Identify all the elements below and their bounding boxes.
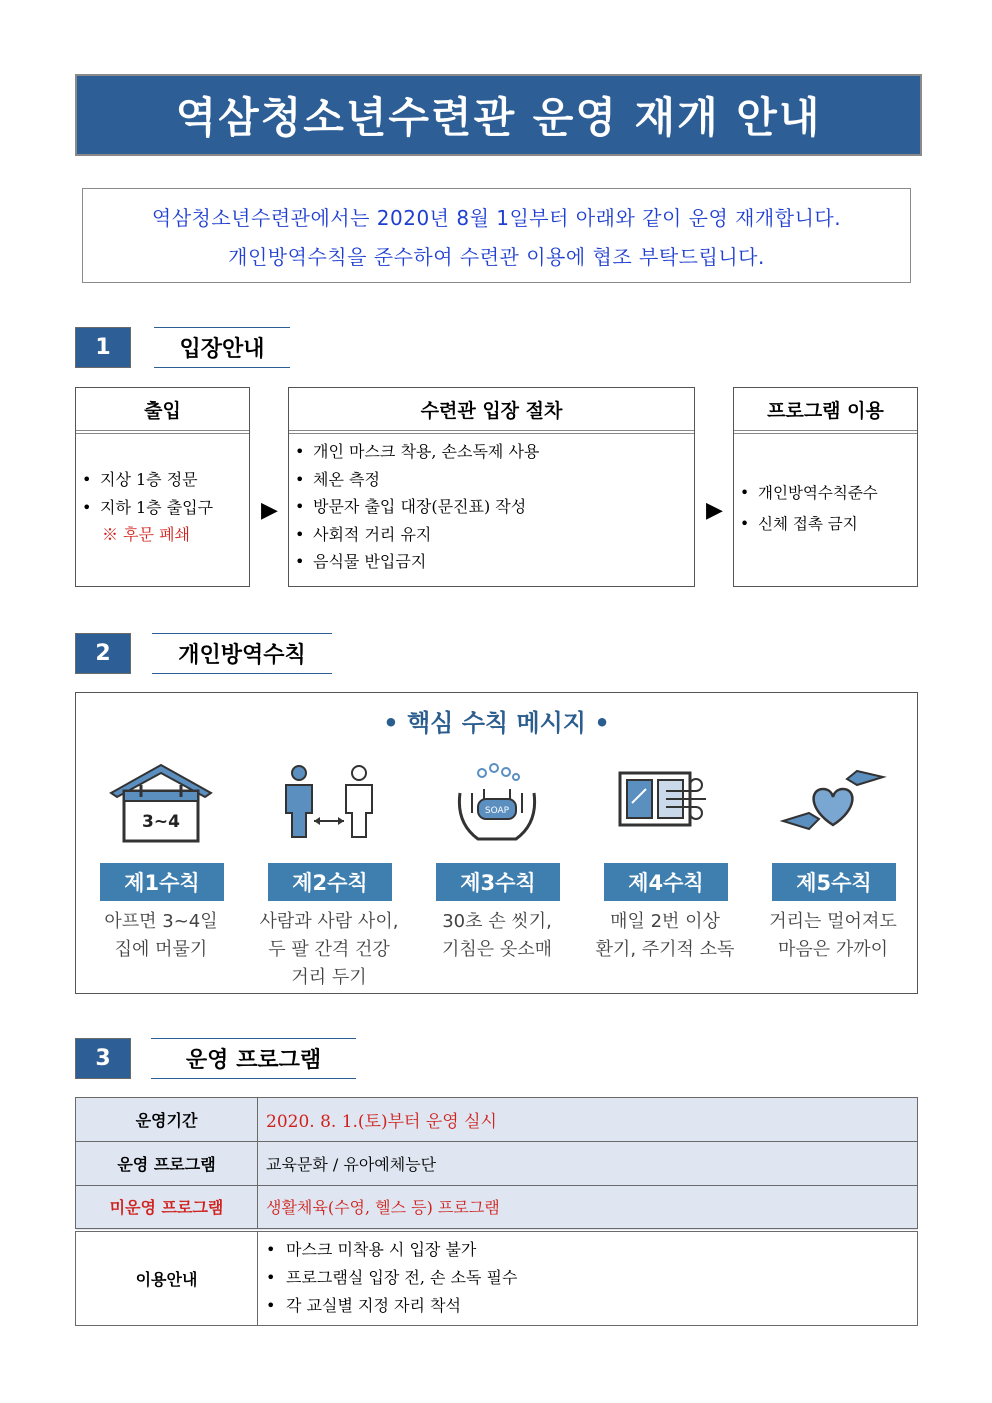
distance-people-icon [264, 763, 394, 843]
rule-card-3 [412, 693, 582, 993]
entry-access-heading: 출입 [76, 388, 249, 434]
rule-card-1 [76, 693, 246, 993]
house-calendar-label: 3~4 [142, 812, 180, 832]
rule-line: 거리는 멀어져도 [769, 911, 897, 932]
section-title-program: 운영 프로그램 [151, 1038, 356, 1079]
row-label: 운영기간 [76, 1098, 258, 1142]
list-item: • 신체 접촉 금지 [734, 509, 917, 540]
rule-line: 기침은 옷소매 [441, 939, 553, 960]
page-title-banner [75, 74, 922, 156]
table-row [76, 1186, 918, 1230]
rule-badge: 제4수칙 [604, 863, 728, 901]
list-item: • 마스크 미착용 시 입장 불가 [258, 1236, 909, 1264]
rule-badge: 제3수칙 [436, 863, 560, 901]
section-number-2: 2 [75, 633, 131, 674]
rule-line: 아프면 3~4일 [104, 911, 218, 932]
rule-line: 거리 두기 [291, 967, 367, 988]
rule-card-2 [244, 693, 414, 993]
row-value: 2020. 8. 1.(토)부터 운영 실시 [258, 1098, 918, 1142]
list-item: • 음식물 반입금지 [289, 548, 694, 576]
intro-notice [82, 188, 911, 283]
list-item: • 지하 1층 출입구 [76, 494, 249, 522]
rule-badge: 제5수칙 [772, 863, 896, 901]
handwash-soap-icon [432, 763, 562, 843]
closure-note: ※ 후문 폐쇄 [102, 525, 190, 544]
row-label: 운영 프로그램 [76, 1142, 258, 1186]
list-item: • 체온 측정 [289, 466, 694, 494]
house-calendar-icon [96, 763, 226, 843]
section-number-3: 3 [75, 1038, 131, 1079]
list-item: • 개인방역수칙준수 [734, 478, 917, 509]
key-rules-panel [75, 692, 918, 994]
table-row [76, 1098, 918, 1142]
program-use-box [733, 387, 918, 587]
list-item: • 개인 마스크 착용, 손소독제 사용 [289, 438, 694, 466]
rule-line: 마음은 가까이 [777, 939, 889, 960]
entry-procedure-box [288, 387, 695, 587]
list-item: • 각 교실별 지정 자리 착석 [258, 1292, 909, 1320]
rule-line: 집에 머물기 [114, 939, 208, 960]
soap-label: SOAP [484, 806, 510, 816]
rule-line: 매일 2번 이상 [610, 911, 720, 932]
rule-line: 사람과 사람 사이, [259, 911, 399, 932]
section-number-1: 1 [75, 327, 131, 368]
row-value: 생활체육(수영, 헬스 등) 프로그램 [258, 1186, 918, 1230]
rule-line: 두 팔 간격 건강 [268, 939, 390, 960]
row-label: 미운영 프로그램 [76, 1186, 258, 1230]
rule-badge: 제1수칙 [100, 863, 224, 901]
intro-line-2: 개인방역수칙을 준수하여 수련관 이용에 협조 부탁드립니다. [228, 244, 765, 269]
row-label: 이용안내 [76, 1230, 258, 1326]
entry-access-box [75, 387, 250, 587]
row-value: 교육문화 / 유아예체능단 [258, 1142, 918, 1186]
section-title-entry: 입장안내 [154, 327, 290, 368]
window-ventilation-icon [600, 763, 730, 843]
key-rules-heading: • 핵심 수칙 메시지 • [383, 709, 610, 737]
rule-line: 30초 손 씻기, [442, 911, 552, 932]
program-use-heading: 프로그램 이용 [734, 388, 917, 434]
rule-badge: 제2수칙 [268, 863, 392, 901]
rule-card-4 [580, 693, 750, 993]
heart-hands-icon [768, 763, 898, 843]
arrow-right-icon: ▶ [706, 498, 723, 523]
program-table [75, 1097, 918, 1326]
intro-line-1: 역삼청소년수련관에서는 2020년 8월 1일부터 아래와 같이 운영 재개합니다. [151, 205, 842, 230]
table-row [76, 1142, 918, 1186]
list-item: • 지상 1층 정문 [76, 466, 249, 494]
arrow-right-icon: ▶ [261, 498, 278, 523]
table-row [76, 1230, 918, 1326]
rule-card-5 [748, 693, 918, 993]
list-item: • 방문자 출입 대장(문진표) 작성 [289, 493, 694, 521]
section-title-rules: 개인방역수칙 [152, 633, 332, 674]
list-item: • 프로그램실 입장 전, 손 소독 필수 [258, 1264, 909, 1292]
list-item: • 사회적 거리 유지 [289, 521, 694, 549]
page-title: 역삼청소년수련관 운영 재개 안내 [175, 93, 822, 142]
rule-line: 환기, 주기적 소독 [595, 939, 735, 960]
entry-procedure-heading: 수련관 입장 절차 [289, 388, 694, 434]
